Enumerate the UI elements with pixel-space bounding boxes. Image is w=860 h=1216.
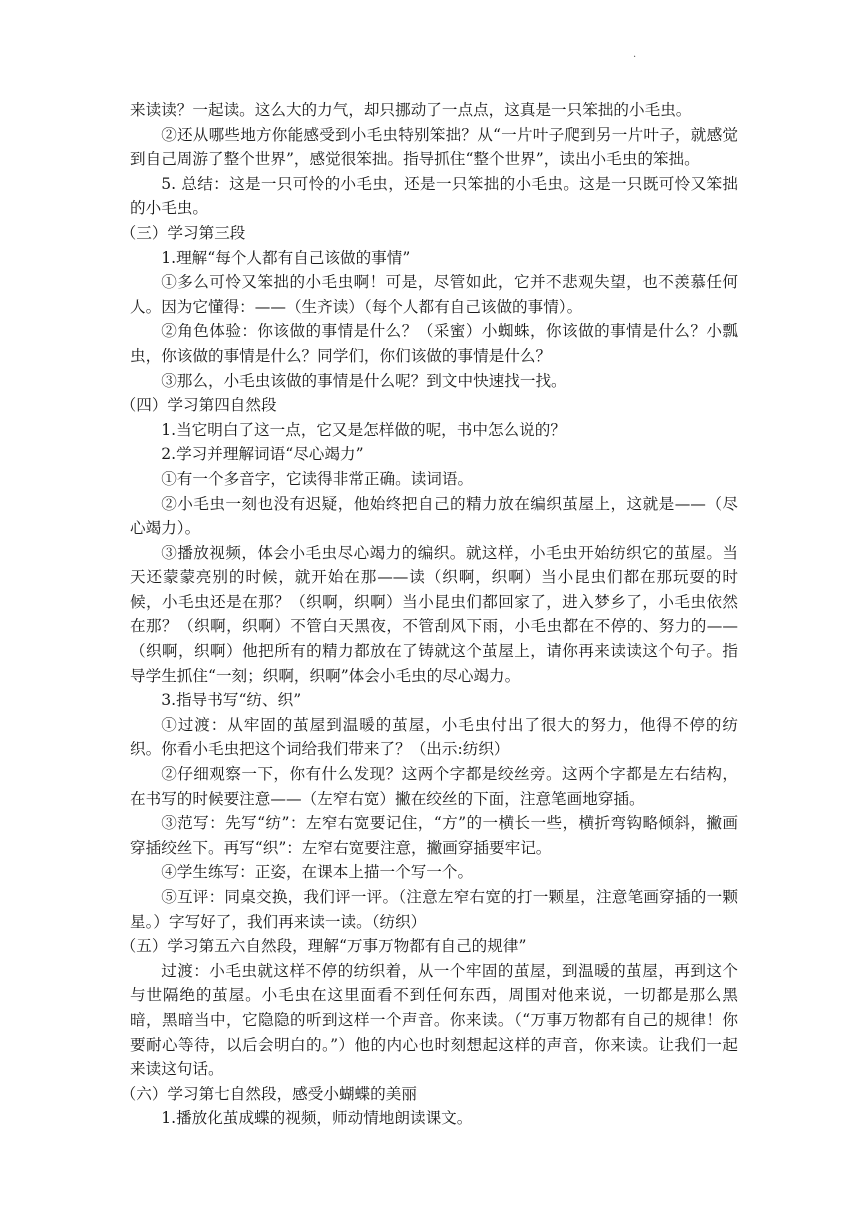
paragraph: ③播放视频，体会小毛虫尽心竭力的编织。就这样，小毛虫开始纺织它的茧屋。当天还蒙蒙亮别的时候，就开始在那——读（织啊，织啊）当小昆虫们都在那玩耍的时候，小毛虫还是在那？（织啊，织啊）当小昆虫们都回家了，进入梦乡了，小毛虫依然在那？（织啊，织啊）不管白天黑夜，不管刮风下雨，小毛虫都在不停的、努力的——（织啊，织啊）他把所有的精力都放在了铸就这个茧屋上，请你再来读读这个句子。指导学生抓住“一刻；织啊，织啊”体会小毛虫的尽心竭力。 <box>130 543 738 685</box>
paragraph: ①过渡：从牢固的茧屋到温暖的茧屋，小毛虫付出了很大的努力，他得不停的纺织。你看小毛虫把这个词给我们带来了？（出示:纺织） <box>130 715 738 759</box>
section-heading: （三）学习第三段 <box>120 223 246 242</box>
paragraph: ②还从哪些地方你能感受到小毛虫特别笨拙？从“一片叶子爬到另一片叶子，就感觉到自己周游了整个世界”，感觉很笨拙。指导抓住“整个世界”，读出小毛虫的笨拙。 <box>130 125 738 169</box>
page-header-mark: . <box>633 49 637 60</box>
section-heading: （六）学习第七自然段，感受小蝴蝶的美丽 <box>120 1084 417 1103</box>
step-heading: 1.播放化茧成蝶的视频，师动情地朗读课文。 <box>161 1109 473 1128</box>
paragraph: ①多么可怜又笨拙的小毛虫啊！可是，尽管如此，它并不悲观失望，也不羡慕任何人。因为它懂得：——（生齐读）（每个人都有自己该做的事情）。 <box>130 273 738 316</box>
section-heading: （五）学习第五六自然段，理解“万事万物都有自己的规律” <box>120 937 527 956</box>
paragraph-continued: 来读读？一起读。这么大的力气，却只挪动了一点点，这真是一只笨拙的小毛虫。 <box>130 101 692 119</box>
paragraph: ①有一个多音字，它读得非常正确。读词语。 <box>161 469 474 488</box>
paragraph: ②仔细观察一下，你有什么发现？这两个字都是绞丝旁。这两个字都是左右结构，在书写的时候要注意——（左窄右宽）撇在绞丝的下面，注意笔画地穿插。 <box>130 765 738 808</box>
paragraph: ③范写：先写“纺”：左窄右宽要记住，“方”的一横长一些，横折弯钩略倾斜，撇画穿插绞丝下。再写“织”：左窄右宽要注意，撇画穿插要牢记。 <box>130 814 738 857</box>
paragraph: ②角色体验：你该做的事情是什么？（采蜜）小蜘蛛，你该做的事情是什么？小瓢虫，你该做的事情是什么？同学们，你们该做的事情是什么？ <box>130 322 738 365</box>
paragraph: ⑤互评：同桌交换，我们评一评。（注意左窄右宽的打一颗星，注意笔画穿插的一颗星。）字写好了，我们再来读一读。（纺织） <box>130 888 738 931</box>
paragraph: ④学生练写：正姿，在课本上描一个写一个。 <box>161 863 474 882</box>
lesson-text-body <box>120 98 738 1131</box>
step-heading: 2.学习并理解词语“尽心竭力” <box>161 445 364 464</box>
step-heading: 1.理解“每个人都有自己该做的事情” <box>161 248 411 267</box>
step-heading: 1.当它明白了这一点，它又是怎样做的呢，书中怎么说的？ <box>161 420 566 439</box>
paragraph: 过渡：小毛虫就这样不停的纺织着，从一个牢固的茧屋，到温暖的茧屋，再到这个与世隔绝的茧屋。小毛虫在这里面看不到任何东西，周围对他来说，一切都是那么黑暗，黑暗当中，它隐隐的听到这样一个声音。你来读。（“万事万物都有自己的规律！你要耐心等待，以后会明白的。”）他的内心也时刻想起这样的声音，你来读。让我们一起来读这句话。 <box>130 961 738 1079</box>
paragraph: ③那么，小毛虫该做的事情是什么呢？到文中快速找一找。 <box>161 371 567 390</box>
paragraph-summary: 5. 总结：这是一只可怜的小毛虫，还是一只笨拙的小毛虫。这是一只既可怜又笨拙的小毛虫。 <box>130 174 738 218</box>
section-heading: （四）学习第四自然段 <box>120 396 277 415</box>
step-heading: 3.指导书写“纺、织” <box>161 691 302 710</box>
paragraph: ②小毛虫一刻也没有迟疑，他始终把自己的精力放在编织茧屋上，这就是——（尽心竭力）。 <box>130 494 738 538</box>
